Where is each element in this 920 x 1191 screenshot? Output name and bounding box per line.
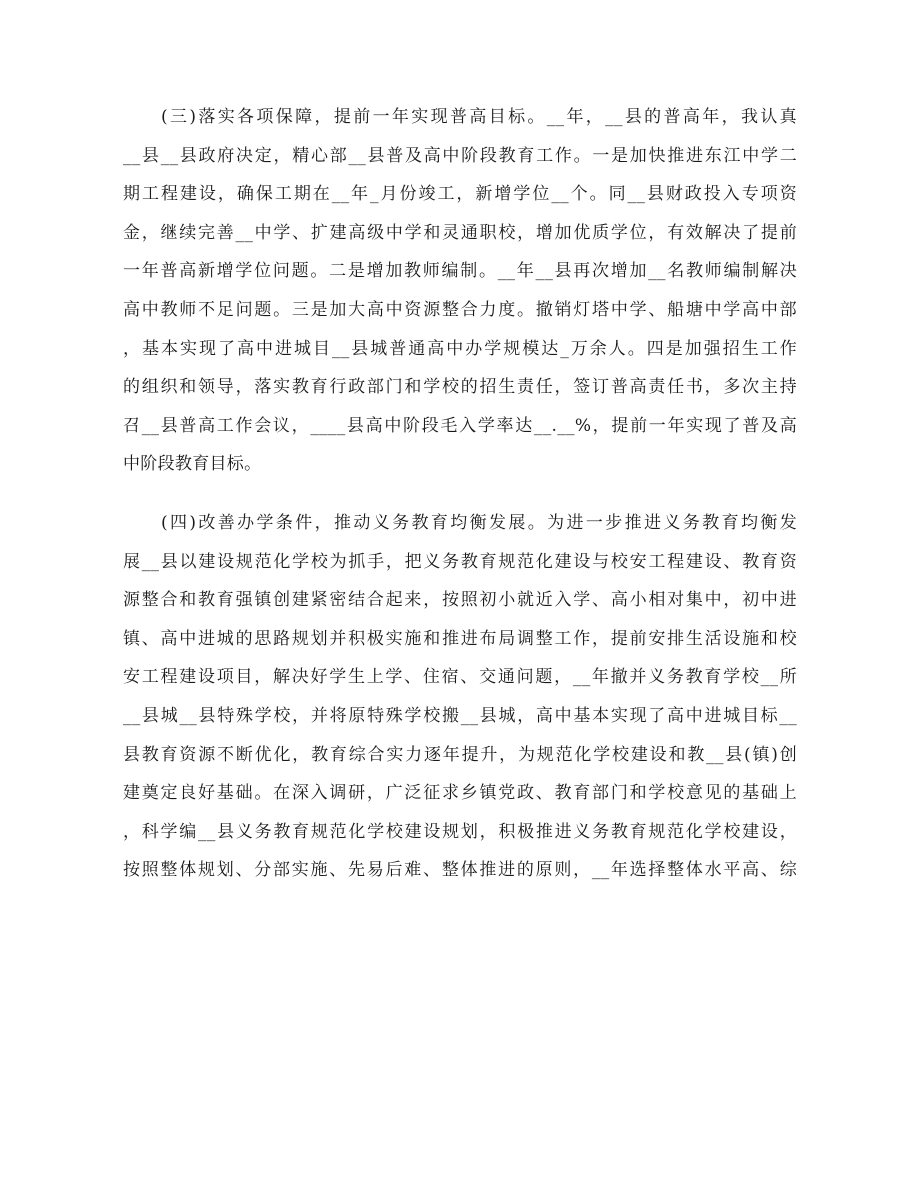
paragraph-3	[123, 98, 797, 484]
paragraph-line: 金，继续完善__中学、扩建高级中学和灵通职校，增加优质学位，有效解决了提前	[123, 222, 797, 243]
paragraph-line: 安工程建设项目，解决好学生上学、住宿、交通问题，__年撤并义务教育学校__所	[123, 667, 797, 688]
paragraph-line: (四)改善办学条件，推动义务教育均衡发展。为进一步推进义务教育均衡发	[161, 512, 797, 533]
paragraph-line: (三)落实各项保障，提前一年实现普高目标。__年，__县的普高年，我认真	[161, 107, 797, 127]
paragraph-line: __县__县政府决定，精心部__县普及高中阶段教育工作。一是加快推进东江中学二	[123, 145, 797, 166]
paragraph-line: 高中教师不足问题。三是加大高中资源整合力度。撤销灯塔中学、船塘中学高中部	[123, 299, 797, 320]
paragraph-line: 按照整体规划、分部实施、先易后难、整体推进的原则，__年选择整体水平高、综	[123, 860, 797, 881]
paragraph-line: 建奠定良好基础。在深入调研，广泛征求乡镇党政、教育部门和学校意见的基础上	[123, 783, 797, 804]
paragraph-line: 展__县以建设规范化学校为抓手，把义务教育规范化建设与校安工程建设、教育资	[123, 551, 797, 572]
paragraph-line: 召__县普高工作会议，____县高中阶段毛入学率达__.__%，提前一年实现了普及高	[123, 415, 797, 436]
paragraph-line: ，基本实现了高中进城目__县城普通高中办学规模达_万余人。四是加强招生工作	[123, 338, 797, 359]
paragraph-line: 期工程建设，确保工期在__年_月份竣工，新增学位__个。同__县财政投入专项资	[123, 184, 797, 205]
paragraph-line: 县教育资源不断优化，教育综合实力逐年提升，为规范化学校建设和教__县(镇)创	[123, 744, 797, 765]
paragraph-line: __县城__县特殊学校，并将原特殊学校搬__县城，高中基本实现了高中进城目标__	[123, 705, 797, 726]
paragraph-line: 中阶段教育目标。	[123, 454, 262, 475]
paragraph-line: ，科学编__县义务教育规范化学校建设规划，积极推进义务教育规范化学校建设，	[123, 821, 797, 842]
paragraph-line: 的组织和领导，落实教育行政部门和学校的招生责任，签订普高责任书，多次主持	[123, 377, 797, 398]
paragraph-spacer	[123, 484, 797, 504]
document-body	[123, 98, 797, 890]
paragraph-line: 源整合和教育强镇创建紧密结合起来，按照初小就近入学、高小相对集中，初中进	[123, 590, 797, 611]
paragraph-line: 镇、高中进城的思路规划并积极实施和推进布局调整工作，提前安排生活设施和校	[123, 628, 797, 649]
paragraph-line: 一年普高新增学位问题。二是增加教师编制。__年__县再次增加__名教师编制解决	[123, 261, 797, 282]
paragraph-4	[123, 504, 797, 890]
